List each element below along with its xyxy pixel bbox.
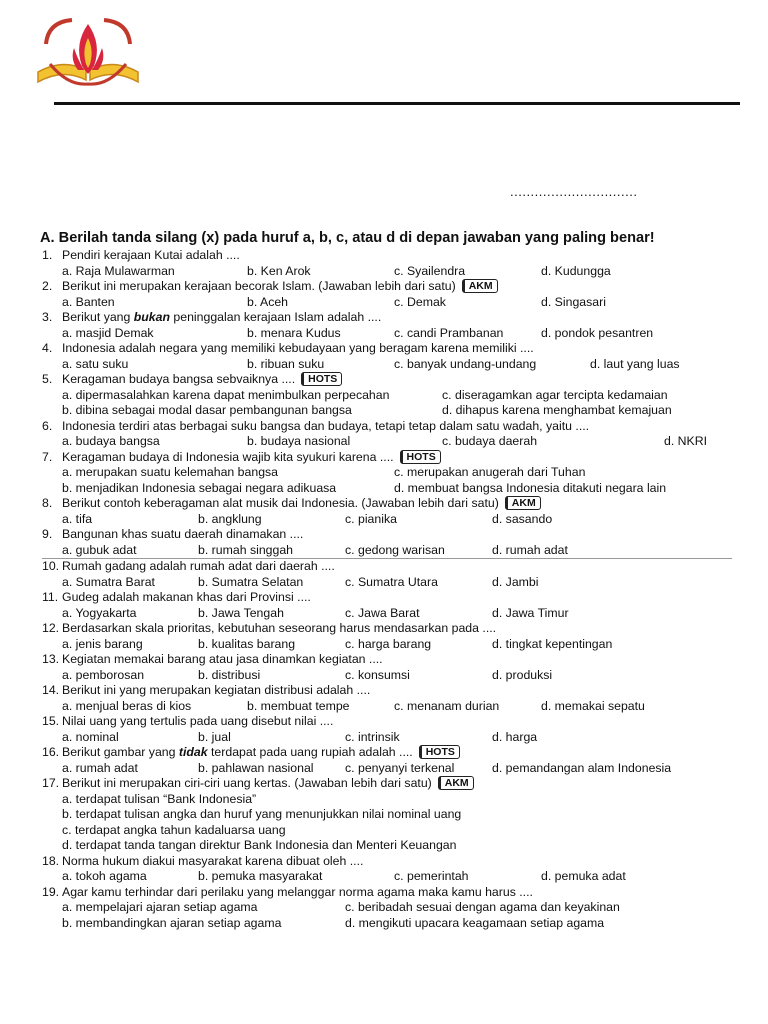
question-14 [42, 683, 732, 714]
answer-option[interactable]: a. nominal [62, 729, 119, 744]
question-number: 13. [42, 652, 60, 666]
answer-option[interactable]: d. terdapat tanda tangan direktur Bank Indonesia dan Menteri Keuangan [62, 838, 457, 852]
answer-option[interactable]: d. Jawa Timur [492, 605, 569, 620]
question-number: 5. [42, 372, 53, 386]
question-stem-end: peninggalan kerajaan Islam adalah .... [170, 310, 382, 324]
answer-option[interactable]: b. jual [198, 729, 231, 744]
answer-option[interactable]: b. menara Kudus [247, 325, 341, 340]
question-text [42, 590, 732, 606]
answer-option[interactable]: d. membuat bangsa Indonesia ditakuti negara lain [394, 480, 667, 495]
answer-option[interactable]: d. Kudungga [541, 263, 611, 278]
answer-option[interactable]: b. membuat tempe [247, 698, 350, 713]
option-row [42, 357, 732, 373]
answer-option[interactable]: b. Aceh [247, 294, 289, 309]
question-3 [42, 310, 732, 341]
answer-option[interactable]: c. Jawa Barat [345, 605, 420, 620]
option-row [42, 388, 732, 404]
question-number: 1. [42, 248, 53, 262]
question-2 [42, 279, 732, 310]
answer-option[interactable]: a. menjual beras di kios [62, 698, 192, 713]
question-stem: Berikut ini merupakan ciri-ciri uang kertas. (Jawaban lebih dari satu) [62, 776, 432, 790]
question-stem: Berikut ini yang merupakan kegiatan distribusi adalah .... [62, 683, 371, 697]
answer-option[interactable]: b. distribusi [198, 667, 261, 682]
question-number: 7. [42, 449, 53, 464]
answer-option[interactable]: c. menanam durian [394, 698, 500, 713]
answer-option[interactable]: b. terdapat tulisan angka dan huruf yang menunjukkan nilai nominal uang [62, 807, 462, 821]
answer-option[interactable]: d. Jambi [492, 574, 539, 589]
question-text [42, 248, 732, 264]
question-number: 8. [42, 496, 53, 510]
option-row [42, 434, 732, 450]
answer-option[interactable]: b. kualitas barang [198, 636, 296, 651]
question-5 [42, 372, 732, 419]
option-row [42, 295, 732, 311]
answer-option[interactable]: d. pemuka adat [541, 869, 626, 883]
option-row [42, 869, 732, 885]
question-text [42, 854, 732, 870]
header-rule [54, 102, 740, 105]
answer-option[interactable]: a. Yogyakarta [62, 605, 137, 620]
answer-option[interactable]: d. pondok pesantren [541, 325, 654, 340]
question-number: 9. [42, 527, 53, 541]
school-logo [28, 14, 148, 94]
answer-option[interactable]: c. candi Prambanan [394, 325, 504, 340]
question-number: 16. [42, 745, 60, 759]
option-row [42, 326, 732, 342]
answer-option[interactable]: c. konsumsi [345, 667, 410, 682]
question-text [42, 419, 732, 435]
answer-option[interactable]: c. harga barang [345, 636, 432, 651]
question-number: 4. [42, 341, 53, 355]
question-number: 14. [42, 683, 60, 697]
question-18 [42, 854, 732, 885]
question-number: 3. [42, 310, 53, 324]
question-text [42, 683, 732, 699]
answer-option[interactable]: c. pianika [345, 511, 397, 526]
option-row [42, 807, 732, 823]
question-number: 10. [42, 559, 60, 573]
question-number: 17. [42, 776, 60, 790]
question-10 [42, 559, 732, 590]
question-number: 12. [42, 621, 60, 635]
option-row [42, 730, 732, 746]
question-stem: Bangunan khas suatu daerah dinamakan .... [62, 527, 304, 541]
answer-option[interactable]: b. dibina sebagai modal dasar pembangunan bangsa [62, 403, 352, 417]
option-row [42, 606, 732, 622]
answer-option[interactable]: c. beribadah sesuai dengan agama dan keyakinan [345, 900, 620, 914]
option-row [42, 264, 732, 280]
question-text [42, 621, 732, 637]
answer-option[interactable]: a. masjid Demak [62, 325, 154, 340]
option-row [42, 668, 732, 684]
answer-option[interactable]: b. ribuan suku [247, 356, 325, 371]
answer-option[interactable]: b. pemuka masyarakat [198, 869, 323, 883]
answer-option[interactable]: a. pemborosan [62, 667, 145, 682]
answer-option[interactable]: d. Singasari [541, 294, 606, 309]
answer-option[interactable]: c. Demak [394, 294, 446, 309]
answer-option[interactable]: d. harga [492, 729, 538, 744]
answer-option[interactable]: c. intrinsik [345, 729, 400, 744]
answer-option[interactable]: c. budaya daerah [442, 434, 538, 448]
question-number: 11. [42, 590, 59, 604]
akm-badge: AKM [505, 496, 541, 510]
question-stem: Berikut ini merupakan kerajaan becorak Islam. (Jawaban lebih dari satu) [62, 279, 456, 293]
answer-option[interactable]: a. Banten [62, 294, 115, 309]
answer-option[interactable]: a. Sumatra Barat [62, 574, 155, 589]
answer-option[interactable]: b. budaya nasional [247, 434, 351, 448]
question-text [42, 496, 732, 512]
answer-option[interactable]: b. Jawa Tengah [198, 605, 284, 620]
answer-option[interactable]: c. pemerintah [394, 869, 469, 883]
answer-option[interactable]: d. dihapus karena menghambat kemajuan [442, 403, 672, 417]
question-7 [42, 450, 732, 497]
answer-option[interactable]: a. jenis barang [62, 636, 143, 651]
name-fill-line: ............................... [510, 184, 638, 199]
answer-option[interactable]: d. mengikuti upacara keagamaan setiap agama [345, 915, 605, 930]
answer-option[interactable]: c. merupakan anugerah dari Tuhan [394, 465, 586, 479]
answer-option[interactable]: d. laut yang luas [590, 356, 680, 371]
answer-option[interactable]: d. tingkat kepentingan [492, 636, 613, 651]
akm-badge: AKM [438, 776, 474, 790]
question-1 [42, 248, 732, 279]
option-row [42, 575, 732, 591]
answer-option[interactable]: c. terdapat angka tahun kadaluarsa uang [62, 822, 286, 837]
option-row [42, 543, 732, 559]
question-text [42, 341, 732, 357]
question-9 [42, 527, 732, 558]
question-stem: Agar kamu terhindar dari perilaku yang melanggar norma agama maka kamu harus .... [62, 884, 533, 899]
option-row [42, 900, 732, 916]
question-text [42, 714, 732, 730]
question-15 [42, 714, 732, 745]
question-text [42, 527, 732, 543]
answer-option[interactable]: a. terdapat tulisan “Bank Indonesia” [62, 791, 257, 806]
option-row [42, 465, 732, 481]
question-stem: Pendiri kerajaan Kutai adalah .... [62, 248, 240, 262]
option-row [42, 761, 732, 777]
question-stem: Berikut gambar yang [62, 745, 179, 759]
answer-option[interactable]: c. gedong warisan [345, 542, 445, 557]
hots-badge: HOTS [301, 372, 342, 386]
question-text [42, 652, 732, 668]
question-stem: Rumah gadang adalah rumah adat dari daerah .... [62, 559, 335, 573]
question-text [42, 450, 732, 466]
answer-option[interactable]: b. rumah singgah [198, 542, 294, 557]
answer-option[interactable]: d. rumah adat [492, 542, 568, 557]
question-text [42, 559, 732, 575]
question-text [42, 745, 732, 761]
answer-option[interactable]: b. Sumatra Selatan [198, 574, 304, 589]
answer-option[interactable]: b. membandingkan ajaran setiap agama [62, 915, 282, 930]
question-stem: Berdasarkan skala prioritas, kebutuhan seseorang harus mendasarkan pada .... [62, 621, 497, 635]
question-stem: Berikut yang [62, 310, 134, 324]
question-6 [42, 419, 732, 450]
section-instruction: A. Berilah tanda silang (x) pada huruf a, b, c, atau d di depan jawaban yang paling benar! [40, 230, 655, 246]
option-row [42, 823, 732, 839]
answer-option[interactable]: d. memakai sepatu [541, 698, 645, 713]
question-number: 18. [42, 853, 60, 868]
option-row [42, 916, 732, 932]
question-number: 6. [42, 418, 53, 433]
answer-option[interactable]: d. sasando [492, 511, 553, 526]
answer-option[interactable]: b. Ken Arok [247, 263, 311, 278]
question-4 [42, 341, 732, 372]
question-text [42, 310, 732, 326]
answer-option[interactable]: a. dipermasalahkan karena dapat menimbulkan perpecahan [62, 387, 390, 402]
question-number: 15. [42, 714, 60, 728]
question-stem: Indonesia adalah negara yang memiliki kebudayaan yang beragam karena memiliki .... [62, 341, 534, 355]
question-13 [42, 652, 732, 683]
answer-option[interactable]: a. budaya bangsa [62, 434, 160, 448]
question-stem: Gudeg adalah makanan khas dari Provinsi .... [62, 590, 311, 604]
answer-option[interactable]: a. tifa [62, 511, 93, 526]
question-number: 2. [42, 279, 53, 293]
question-17 [42, 776, 732, 854]
question-list [42, 248, 732, 931]
answer-option[interactable]: c. Sumatra Utara [345, 574, 438, 589]
hots-badge: HOTS [419, 745, 460, 759]
answer-option[interactable]: c. banyak undang-undang [394, 356, 537, 371]
question-text [42, 885, 732, 901]
question-number: 19. [42, 884, 60, 899]
hots-badge: HOTS [400, 450, 441, 464]
question-12 [42, 621, 732, 652]
answer-option[interactable]: a. rumah adat [62, 760, 138, 775]
option-row [42, 481, 732, 497]
question-emphasis: tidak [178, 745, 208, 759]
question-stem: Norma hukum diakui masyarakat karena dibuat oleh .... [62, 853, 364, 868]
answer-option[interactable]: a. gubuk adat [62, 542, 137, 557]
option-row [42, 792, 732, 808]
answer-option[interactable]: d. pemandangan alam Indonesia [492, 760, 672, 775]
answer-option[interactable]: a. tokoh agama [62, 869, 147, 883]
question-text [42, 279, 732, 295]
question-stem: Kegiatan memakai barang atau jasa dinamkan kegiatan .... [62, 652, 383, 666]
answer-option[interactable]: c. diseragamkan agar tercipta kedamaian [442, 387, 668, 402]
answer-option[interactable]: b. angklung [198, 511, 262, 526]
akm-badge: AKM [462, 279, 498, 293]
option-row [42, 699, 732, 715]
answer-option[interactable]: a. merupakan suatu kelemahan bangsa [62, 465, 279, 479]
answer-option[interactable]: c. Syailendra [394, 263, 466, 278]
answer-option[interactable]: a. mempelajari ajaran setiap agama [62, 900, 258, 914]
question-11 [42, 590, 732, 621]
question-16 [42, 745, 732, 776]
answer-option[interactable]: b. pahlawan nasional [198, 760, 314, 775]
option-row [42, 838, 732, 854]
option-row [42, 512, 732, 528]
question-text [42, 776, 732, 792]
answer-option[interactable]: a. satu suku [62, 356, 129, 371]
answer-option[interactable]: d. NKRI [664, 434, 708, 448]
question-stem: Keragaman budaya di Indonesia wajib kita syukuri karena .... [62, 449, 394, 464]
question-stem-end: terdapat pada uang rupiah adalah .... [207, 745, 413, 759]
question-19 [42, 885, 732, 932]
answer-option[interactable]: a. Raja Mulawarman [62, 263, 175, 278]
question-8 [42, 496, 732, 527]
question-text [42, 372, 732, 388]
question-emphasis: bukan [133, 310, 170, 324]
answer-option[interactable]: b. menjadikan Indonesia sebagai negara adikuasa [62, 480, 337, 495]
answer-option[interactable]: d. produksi [492, 667, 553, 682]
option-row [42, 637, 732, 653]
question-stem: Nilai uang yang tertulis pada uang disebut nilai .... [62, 714, 334, 728]
option-row [42, 403, 732, 419]
question-stem: Indonesia terdiri atas berbagai suku bangsa dan budaya, tetapi tetap dalam satu wadah, yaitu .... [62, 418, 590, 433]
question-stem: Berikut contoh keberagaman alat musik dai Indonesia. (Jawaban lebih dari satu) [62, 496, 499, 510]
question-stem: Keragaman budaya bangsa sebvaiknya .... [62, 372, 296, 386]
answer-option[interactable]: c. penyanyi terkenal [345, 760, 455, 775]
